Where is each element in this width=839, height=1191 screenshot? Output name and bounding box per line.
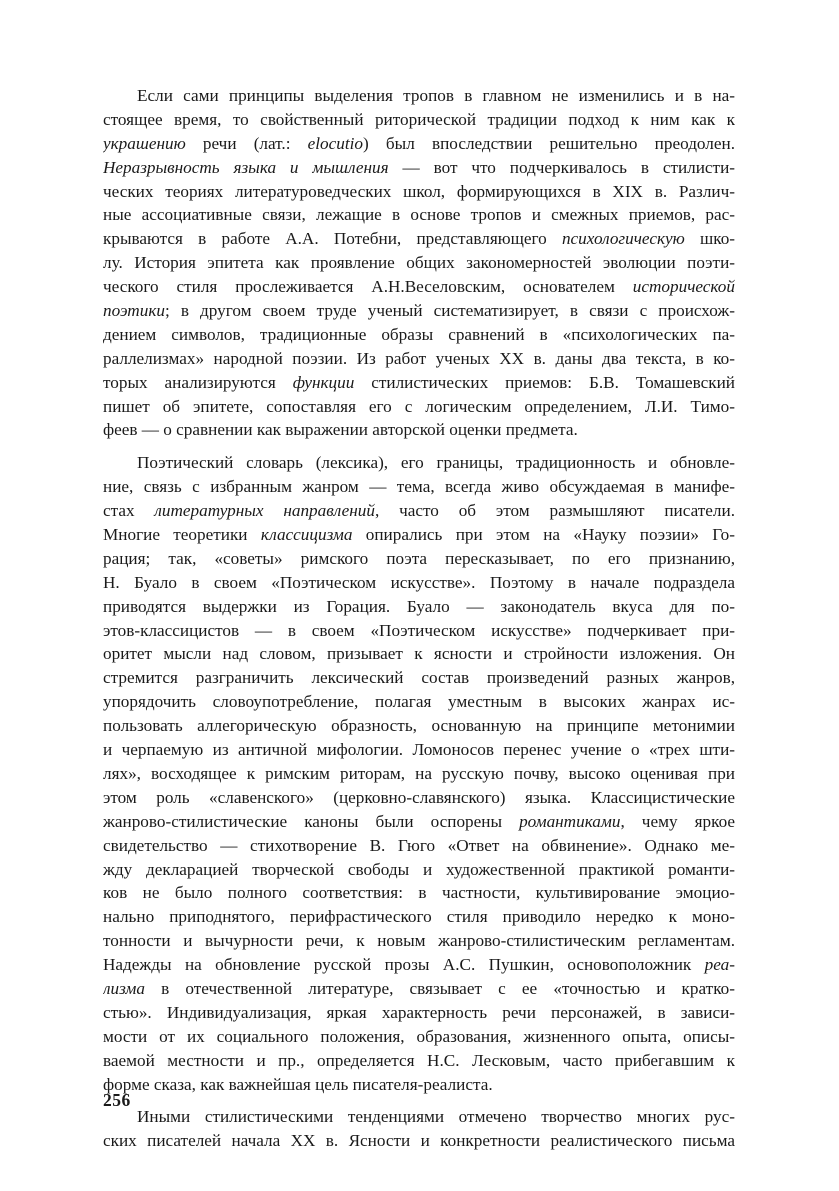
italic-term: литературных направлений xyxy=(154,501,375,521)
text-line xyxy=(103,642,735,666)
text-line xyxy=(103,84,735,108)
text-run: ков не было полного соответствия: в частности, культивирование эмоцио- xyxy=(103,883,735,903)
paragraph xyxy=(103,84,735,442)
text-line xyxy=(103,905,735,929)
text-line xyxy=(103,858,735,882)
text-line xyxy=(103,619,735,643)
text-run: торых анализируются xyxy=(103,372,293,392)
text-line xyxy=(103,451,735,475)
text-line xyxy=(103,227,735,251)
text-run: пишет об эпитете, сопоставляя его с логическим определением, Л.И. Тимо- xyxy=(103,396,735,416)
text-run: жанрово-стилистические каноны были оспорены xyxy=(103,811,520,831)
italic-term: исторической xyxy=(632,277,735,297)
text-run: приводятся выдержки из Горация. Буало — законодатель вкуса для по- xyxy=(103,596,735,616)
text-line xyxy=(103,881,735,905)
text-line xyxy=(103,156,735,180)
text-line xyxy=(103,595,735,619)
text-line xyxy=(103,738,735,762)
text-run: ; в другом своем труде ученый систематизирует, в связи с происхож- xyxy=(164,301,735,321)
text-run: раллелизмах» народной поэзии. Из работ ученых XX в. даны два текста, в ко- xyxy=(103,348,735,368)
text-line xyxy=(103,132,735,156)
text-run: лях», восходящее к римским риторам, на русскую почву, высоко оценивая при xyxy=(103,763,735,783)
text-run: лу. История эпитета как проявление общих закономерностей эволюции поэти- xyxy=(103,253,735,273)
text-run: ние, связь с избранным жанром — тема, всегда живо обсуждаемая в манифе- xyxy=(103,477,735,497)
text-run: форме сказа, как важнейшая цель писателя-реалиста. xyxy=(103,1074,493,1094)
text-line xyxy=(103,714,735,738)
text-run: ческого стиля прослеживается А.Н.Веселовским, основателем xyxy=(103,277,633,297)
italic-term: романтиками xyxy=(519,811,621,831)
text-run: этов-классицистов — в своем «Поэтическом искусстве» подчеркивает при- xyxy=(103,620,735,640)
text-line xyxy=(103,690,735,714)
text-line xyxy=(103,371,735,395)
text-line xyxy=(103,395,735,419)
text-run: феев — о сравнении как выражении авторской оценки предмета. xyxy=(103,420,578,440)
text-line xyxy=(103,1001,735,1025)
text-line xyxy=(103,547,735,571)
text-run: мости от их социального положения, образования, жизненного опыта, описы- xyxy=(103,1026,735,1046)
text-run: стремится разграничить лексический состав произведений разных жанров, xyxy=(103,668,735,688)
text-run: ских писателей начала XX в. Ясности и конкретности реалистического письма xyxy=(103,1131,735,1151)
text-run: жду декларацией творческой свободы и художественной практикой романти- xyxy=(103,859,735,879)
text-run: Поэтический словарь (лексика), его границы, традиционность и обновле- xyxy=(137,453,735,473)
italic-term: elocutio xyxy=(307,133,364,153)
paragraph-gap xyxy=(103,1096,735,1105)
italic-term: лизма xyxy=(103,978,145,998)
text-run: опирались при этом на «Науку поэзии» Го- xyxy=(352,525,735,545)
text-line xyxy=(103,666,735,690)
text-line xyxy=(103,786,735,810)
text-run: шко- xyxy=(684,229,735,249)
text-run: ваемой местности и пр., определяется Н.С. Лесковым, часто прибегавшим к xyxy=(103,1050,735,1070)
italic-term: поэтики xyxy=(103,301,165,321)
text-run: этом роль «славенского» (церковно-славянского) языка. Классицистические xyxy=(103,787,735,807)
text-run: упорядочить словоупотребление, полагая уместным в высоких жанрах ис- xyxy=(103,692,735,712)
text-run: стах xyxy=(103,501,155,521)
text-run: нально приподнятого, перифрастического стиля приводило нередко к моно- xyxy=(103,907,735,927)
text-run: оритет мысли над словом, призывает к ясности и стройности изложения. Он xyxy=(103,644,735,664)
text-run: Надежды на обновление русской прозы А.С. Пушкин, основоположник xyxy=(103,955,705,975)
text-line xyxy=(103,1025,735,1049)
text-line xyxy=(103,762,735,786)
text-line xyxy=(103,1129,735,1153)
text-run: пользовать аллегорическую образность, основанную на принципе метонимии xyxy=(103,716,735,736)
text-line xyxy=(103,108,735,132)
text-run: — вот что подчеркивалось в стилисти- xyxy=(388,157,735,177)
text-line xyxy=(103,953,735,977)
text-run: Иными стилистическими тенденциями отмечено творчество многих рус- xyxy=(137,1107,735,1127)
paragraph xyxy=(103,451,735,1096)
text-line xyxy=(103,475,735,499)
italic-term: реа- xyxy=(704,955,735,975)
italic-term: психологическую xyxy=(561,229,685,249)
text-run: дением символов, традиционные образы сравнений в «психологических па- xyxy=(103,324,735,344)
text-line xyxy=(103,203,735,227)
text-run: рация; так, «советы» римского поэта пересказывает, по его признанию, xyxy=(103,548,735,568)
text-run: свидетельство — стихотворение В. Гюго «Ответ на обвинение». Однако ме- xyxy=(103,835,735,855)
text-run: ческих теориях литературоведческих школ, формирующихся в XIX в. Различ- xyxy=(103,181,735,201)
text-line xyxy=(103,929,735,953)
text-run: ные ассоциативные связи, лежащие в основе тропов и смежных приемов, рас- xyxy=(103,205,735,225)
paragraph xyxy=(103,1105,735,1153)
text-line xyxy=(103,180,735,204)
text-line xyxy=(103,1073,735,1097)
text-run: крываются в работе А.А. Потебни, представляющего xyxy=(103,229,562,249)
italic-term: Неразрывность языка и мышления xyxy=(103,157,389,177)
text-run: и черпаемую из античной мифологии. Ломоносов перенес учение о «трех шти- xyxy=(103,740,735,760)
text-line xyxy=(103,810,735,834)
text-run: , чему яркое xyxy=(620,811,735,831)
text-line xyxy=(103,418,735,442)
text-line xyxy=(103,323,735,347)
text-line xyxy=(103,275,735,299)
text-run: ) был впоследствии решительно преодолен. xyxy=(363,133,735,153)
text-run: Многие теоретики xyxy=(103,525,261,545)
text-line xyxy=(103,834,735,858)
text-run: в отечественной литературе, связывает с ее «точностью и кратко- xyxy=(144,978,735,998)
text-run: тонности и вычурности речи, к новым жанрово-стилистическим регламентам. xyxy=(103,931,735,951)
text-run: Если сами принципы выделения тропов в главном не изменились и в на- xyxy=(137,86,735,105)
italic-term: функции xyxy=(292,372,355,392)
body-text xyxy=(103,84,735,1153)
text-line xyxy=(103,523,735,547)
text-run: стилистических приемов: Б.В. Томашевский xyxy=(354,372,735,392)
text-run: стоящее время, то свойственный риторической традиции подход к ним как к xyxy=(103,109,735,129)
italic-term: украшению xyxy=(103,133,186,153)
page-number: 256 xyxy=(103,1090,131,1110)
text-line xyxy=(103,1049,735,1073)
text-line xyxy=(103,299,735,323)
text-line xyxy=(103,977,735,1001)
text-line xyxy=(103,1105,735,1129)
text-line xyxy=(103,347,735,371)
text-line xyxy=(103,251,735,275)
text-line xyxy=(103,499,735,523)
text-line xyxy=(103,571,735,595)
italic-term: классицизма xyxy=(260,525,353,545)
text-run: речи (лат.: xyxy=(185,133,308,153)
text-run: , часто об этом размышляют писатели. xyxy=(374,501,735,521)
paragraph-gap xyxy=(103,442,735,451)
text-run: стью». Индивидуализация, яркая характерность речи персонажей, в зависи- xyxy=(103,1002,735,1022)
text-run: Н. Буало в своем «Поэтическом искусстве». Поэтому в начале подраздела xyxy=(103,572,735,592)
